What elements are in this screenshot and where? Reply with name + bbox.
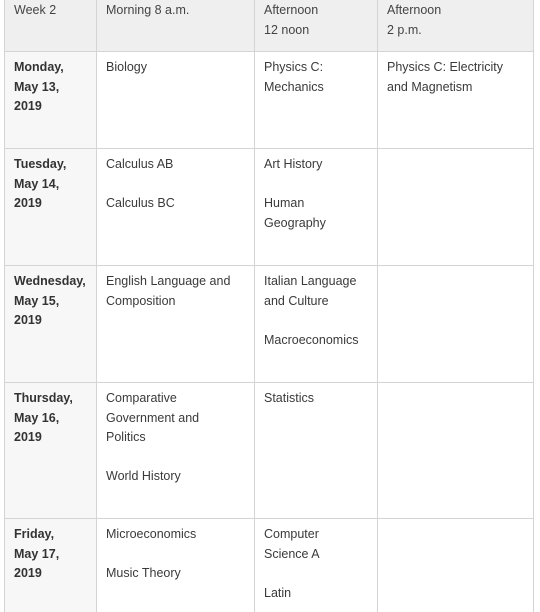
day-cell: Friday, May 17, 2019 <box>5 519 97 612</box>
header-afternoon-2pm: Afternoon 2 p.m. <box>378 0 534 52</box>
noon-cell: Art History Human Geography <box>255 149 378 266</box>
header-week: Week 2 <box>5 0 97 52</box>
day-cell: Monday, May 13, 2019 <box>5 52 97 149</box>
exam-schedule-table <box>4 0 534 612</box>
pm2-cell <box>378 383 534 519</box>
table-row <box>5 519 534 612</box>
noon-cell: Computer Science A Latin <box>255 519 378 612</box>
morning-cell: English Language and Composition <box>97 266 255 383</box>
pm2-cell <box>378 149 534 266</box>
morning-cell: Biology <box>97 52 255 149</box>
morning-cell: Calculus AB Calculus BC <box>97 149 255 266</box>
table-row <box>5 266 534 383</box>
noon-cell: Physics C: Mechanics <box>255 52 378 149</box>
header-morning: Morning 8 a.m. <box>97 0 255 52</box>
pm2-cell <box>378 519 534 612</box>
morning-cell: Comparative Government and Politics World History <box>97 383 255 519</box>
table-row <box>5 383 534 519</box>
day-cell: Wednesday, May 15, 2019 <box>5 266 97 383</box>
pm2-cell: Physics C: Electricity and Magnetism <box>378 52 534 149</box>
morning-cell: Microeconomics Music Theory <box>97 519 255 612</box>
table-row <box>5 149 534 266</box>
day-cell: Tuesday, May 14, 2019 <box>5 149 97 266</box>
noon-cell: Italian Language and Culture Macroeconomics <box>255 266 378 383</box>
header-afternoon-noon: Afternoon 12 noon <box>255 0 378 52</box>
table-row <box>5 52 534 149</box>
pm2-cell <box>378 266 534 383</box>
header-row <box>5 0 534 52</box>
day-cell: Thursday, May 16, 2019 <box>5 383 97 519</box>
noon-cell: Statistics <box>255 383 378 519</box>
